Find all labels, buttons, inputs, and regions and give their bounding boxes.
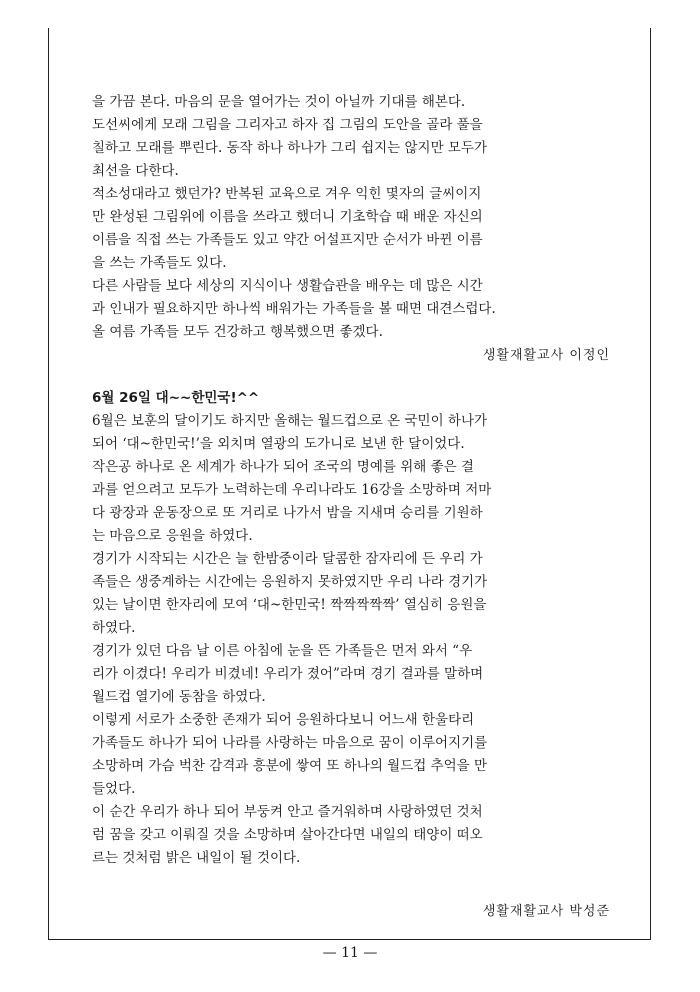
text-line: 도선씨에게 모래 그림을 그리자고 하자 집 그림의 도안을 골라 풀을 [92,117,483,133]
text-line: 최선을 다한다. [92,163,179,179]
text-line: 이름을 직접 쓰는 가족들도 있고 약간 어설프지만 순서가 바뀐 이름 [92,232,483,248]
text-line: 이렇게 서로가 소중한 존재가 되어 응원하다보니 어느새 한울타리 [92,712,475,728]
text-line: 소망하며 가슴 벅찬 감격과 흥분에 쌓여 또 하나의 월드컵 추억을 만 [92,758,488,774]
page-number: — 11 — [322,945,378,961]
section-1-body [92,91,612,344]
text-line: 다른 사람들 보다 세상의 지식이나 생활습관을 배우는 데 많은 시간 [92,278,483,294]
text-line: 되어 ‘대~한민국!’을 외치며 열광의 도가니로 보낸 한 달이었다. [92,436,465,452]
section-2-heading: 6월 26일 대~~한민국!^^ [92,390,260,406]
text-line: 만 완성된 그림위에 이름을 쓰라고 했더니 기초학습 때 배운 자신의 [92,209,483,225]
text-line: 과 인내가 필요하지만 하나씩 배워가는 가족들을 볼 때면 대견스럽다. [92,301,496,317]
text-line: 럼 꿈을 갖고 이뤄질 것을 소망하며 살아간다면 내일의 태양이 떠오 [92,827,483,843]
section-2-signature: 생활재활교사 박성준 [482,904,610,919]
text-line: 다 광장과 운동장으로 또 거리로 나가서 밤을 지새며 승리를 기원하 [92,505,483,521]
text-line: 가족들도 하나가 되어 나라를 사랑하는 마음으로 꿈이 이루어지기를 [92,735,488,751]
text-line: 르는 것처럼 밝은 내일이 될 것이다. [92,850,301,866]
text-line: 6월은 보훈의 달이기도 하지만 올해는 월드컵으로 온 국민이 하나가 [92,413,488,429]
page-content [92,91,612,923]
text-line: 들었다. [92,781,136,797]
text-line: 과를 얻으려고 모두가 노력하는데 우리나라도 16강을 소망하며 저마 [92,482,492,498]
text-line: 올 여름 가족들 모두 건강하고 행복했으면 좋겠다. [92,324,383,340]
text-line: 경기가 시작되는 시간은 늘 한밤중이라 달콤한 잠자리에 든 우리 가 [92,551,483,567]
text-line: 리가 이겼다! 우리가 비겼네! 우리가 졌어”라며 경기 결과를 말하며 [92,666,484,682]
spacer [92,870,612,900]
text-line: 족들은 생중계하는 시간에는 응원하지 못하였지만 우리 나라 경기가 [92,574,488,590]
text-line: 경기가 있던 다음 날 이른 아침에 눈을 뜬 가족들은 먼저 와서 “우 [92,643,473,659]
section-2-body [92,410,612,870]
text-line: 을 쓰는 가족들도 있다. [92,255,227,271]
text-line: 있는 날이면 한자리에 모여 ‘대~한민국! 짝짝짝짝짝’ 열심히 응원을 [92,597,487,613]
section-1-signature: 생활재활교사 이정인 [482,348,610,363]
text-line: 칠하고 모래를 뿌린다. 동작 하나 하나가 그리 쉽지는 않지만 모두가 [92,140,488,156]
text-line: 는 마음으로 응원을 하였다. [92,528,253,544]
text-line: 이 순간 우리가 하나 되어 부둥켜 안고 즐거워하며 사랑하였던 것처 [92,804,483,820]
text-line: 하였다. [92,620,136,636]
text-line: 월드컵 열기에 동참을 하였다. [92,689,266,705]
text-line: 적소성대라고 했던가? 반복된 교육으로 겨우 익힌 몇자의 글씨이지 [92,186,482,202]
text-line: 을 가끔 본다. 마음의 문을 열어가는 것이 아닐까 기대를 해본다. [92,94,466,110]
text-line: 작은공 하나로 온 세계가 하나가 되어 조국의 명예를 위해 좋은 결 [92,459,474,475]
